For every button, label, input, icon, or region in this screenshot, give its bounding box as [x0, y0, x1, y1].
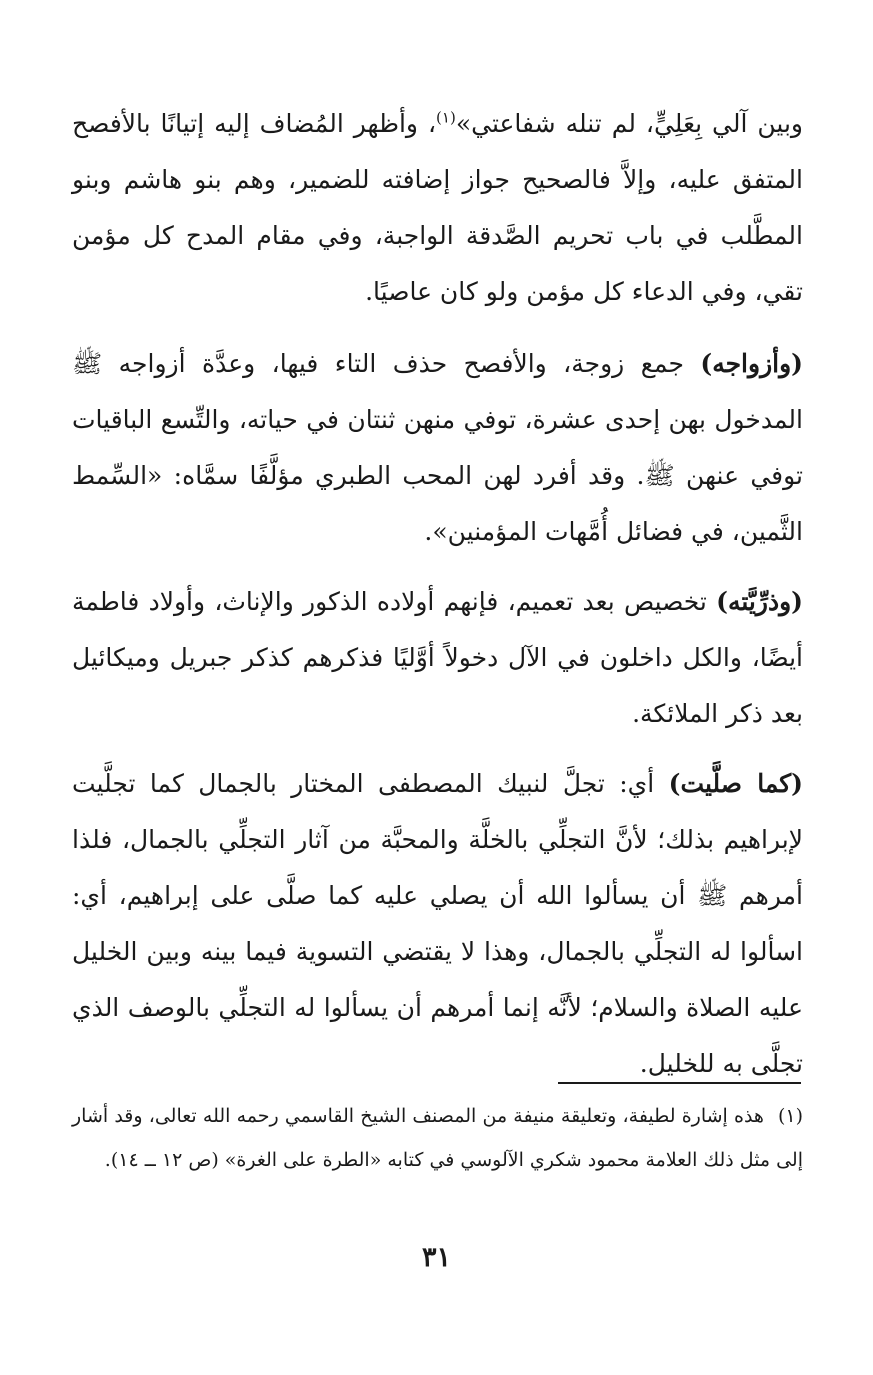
paragraph-text: أي: تجلَّ لنبيك المصطفى المختار بالجمال كما تجلَّيت لإبراهيم بذلك؛ لأنَّ التجلِّي بالخلَّة والمحبَّة من آثار التجلِّي بالجمال، فلذا أمرهم ﷺ أن يسألوا الله أن يصلي عليه كما صلَّى على إبراهيم، أي: اسألوا له التجلِّي بالجمال، وهذا لا يقتضي التسوية فيما بينه وبين الخليل عليه الصلاة والسلام؛ لأنَّه إنما أمرهم أن يسألوا له التجلِّي بالوصف الذي تجلَّى به للخليل. [72, 769, 803, 1078]
footnote-number: (١) [777, 1105, 803, 1127]
paragraph-lead-term: (كما صلَّيت) [668, 769, 803, 798]
footnote [72, 1094, 803, 1182]
paragraph-3 [72, 574, 803, 742]
footnote-reference[interactable]: (١) [436, 108, 456, 127]
paragraph-text: ، وأظهر المُضاف إليه إتيانًا بالأفصح المتفق عليه، وإلاَّ فالصحيح جواز إضافته للضمير، وهم بنو هاشم وبنو المطَّلب في باب تحريم الصَّدقة الواجبة، وفي مقام المدح كل مؤمن تقي، وفي الدعاء كل مؤمن ولو كان عاصيًا. [72, 109, 803, 306]
paragraph-lead-term: (وأزواجه) [700, 349, 803, 378]
paragraph-text: تخصيص بعد تعميم، فإنهم أولاده الذكور والإناث، وأولاد فاطمة أيضًا، والكل داخلون في الآل دخولاً أوَّليًا فذكرهم كذكر جبريل وميكائيل بعد ذكر الملائكة. [72, 587, 803, 728]
paragraph-4 [72, 756, 803, 1092]
footnote-divider [558, 1082, 801, 1084]
footnote-text: هذه إشارة لطيفة، وتعليقة منيفة من المصنف الشيخ القاسمي رحمه الله تعالى، وقد أشار إلى مثل ذلك العلامة محمود شكري الآلوسي في كتابه «الطرة على الغرة» (ص ١٢ ــ ١٤). [72, 1105, 803, 1171]
main-text [72, 96, 803, 1106]
paragraph-lead-term: (وذرِّيَّته) [716, 587, 803, 616]
paragraph-2 [72, 336, 803, 560]
paragraph-text: جمع زوجة، والأفصح حذف التاء فيها، وعدَّة أزواجه ﷺ المدخول بهن إحدى عشرة، توفي منهن ثنتان في حياته، والتِّسع الباقيات توفي عنهن ﷺ. وقد أفرد لهن المحب الطبري مؤلَّفًا سمَّاه: «السِّمط الثَّمين، في فضائل أُمَّهات المؤمنين». [72, 349, 803, 546]
paragraph-1 [72, 96, 803, 320]
page-number: ٣١ [421, 1242, 451, 1273]
paragraph-text: وبين آلي بِعَلِيٍّ، لم تنله شفاعتي» [455, 109, 803, 138]
